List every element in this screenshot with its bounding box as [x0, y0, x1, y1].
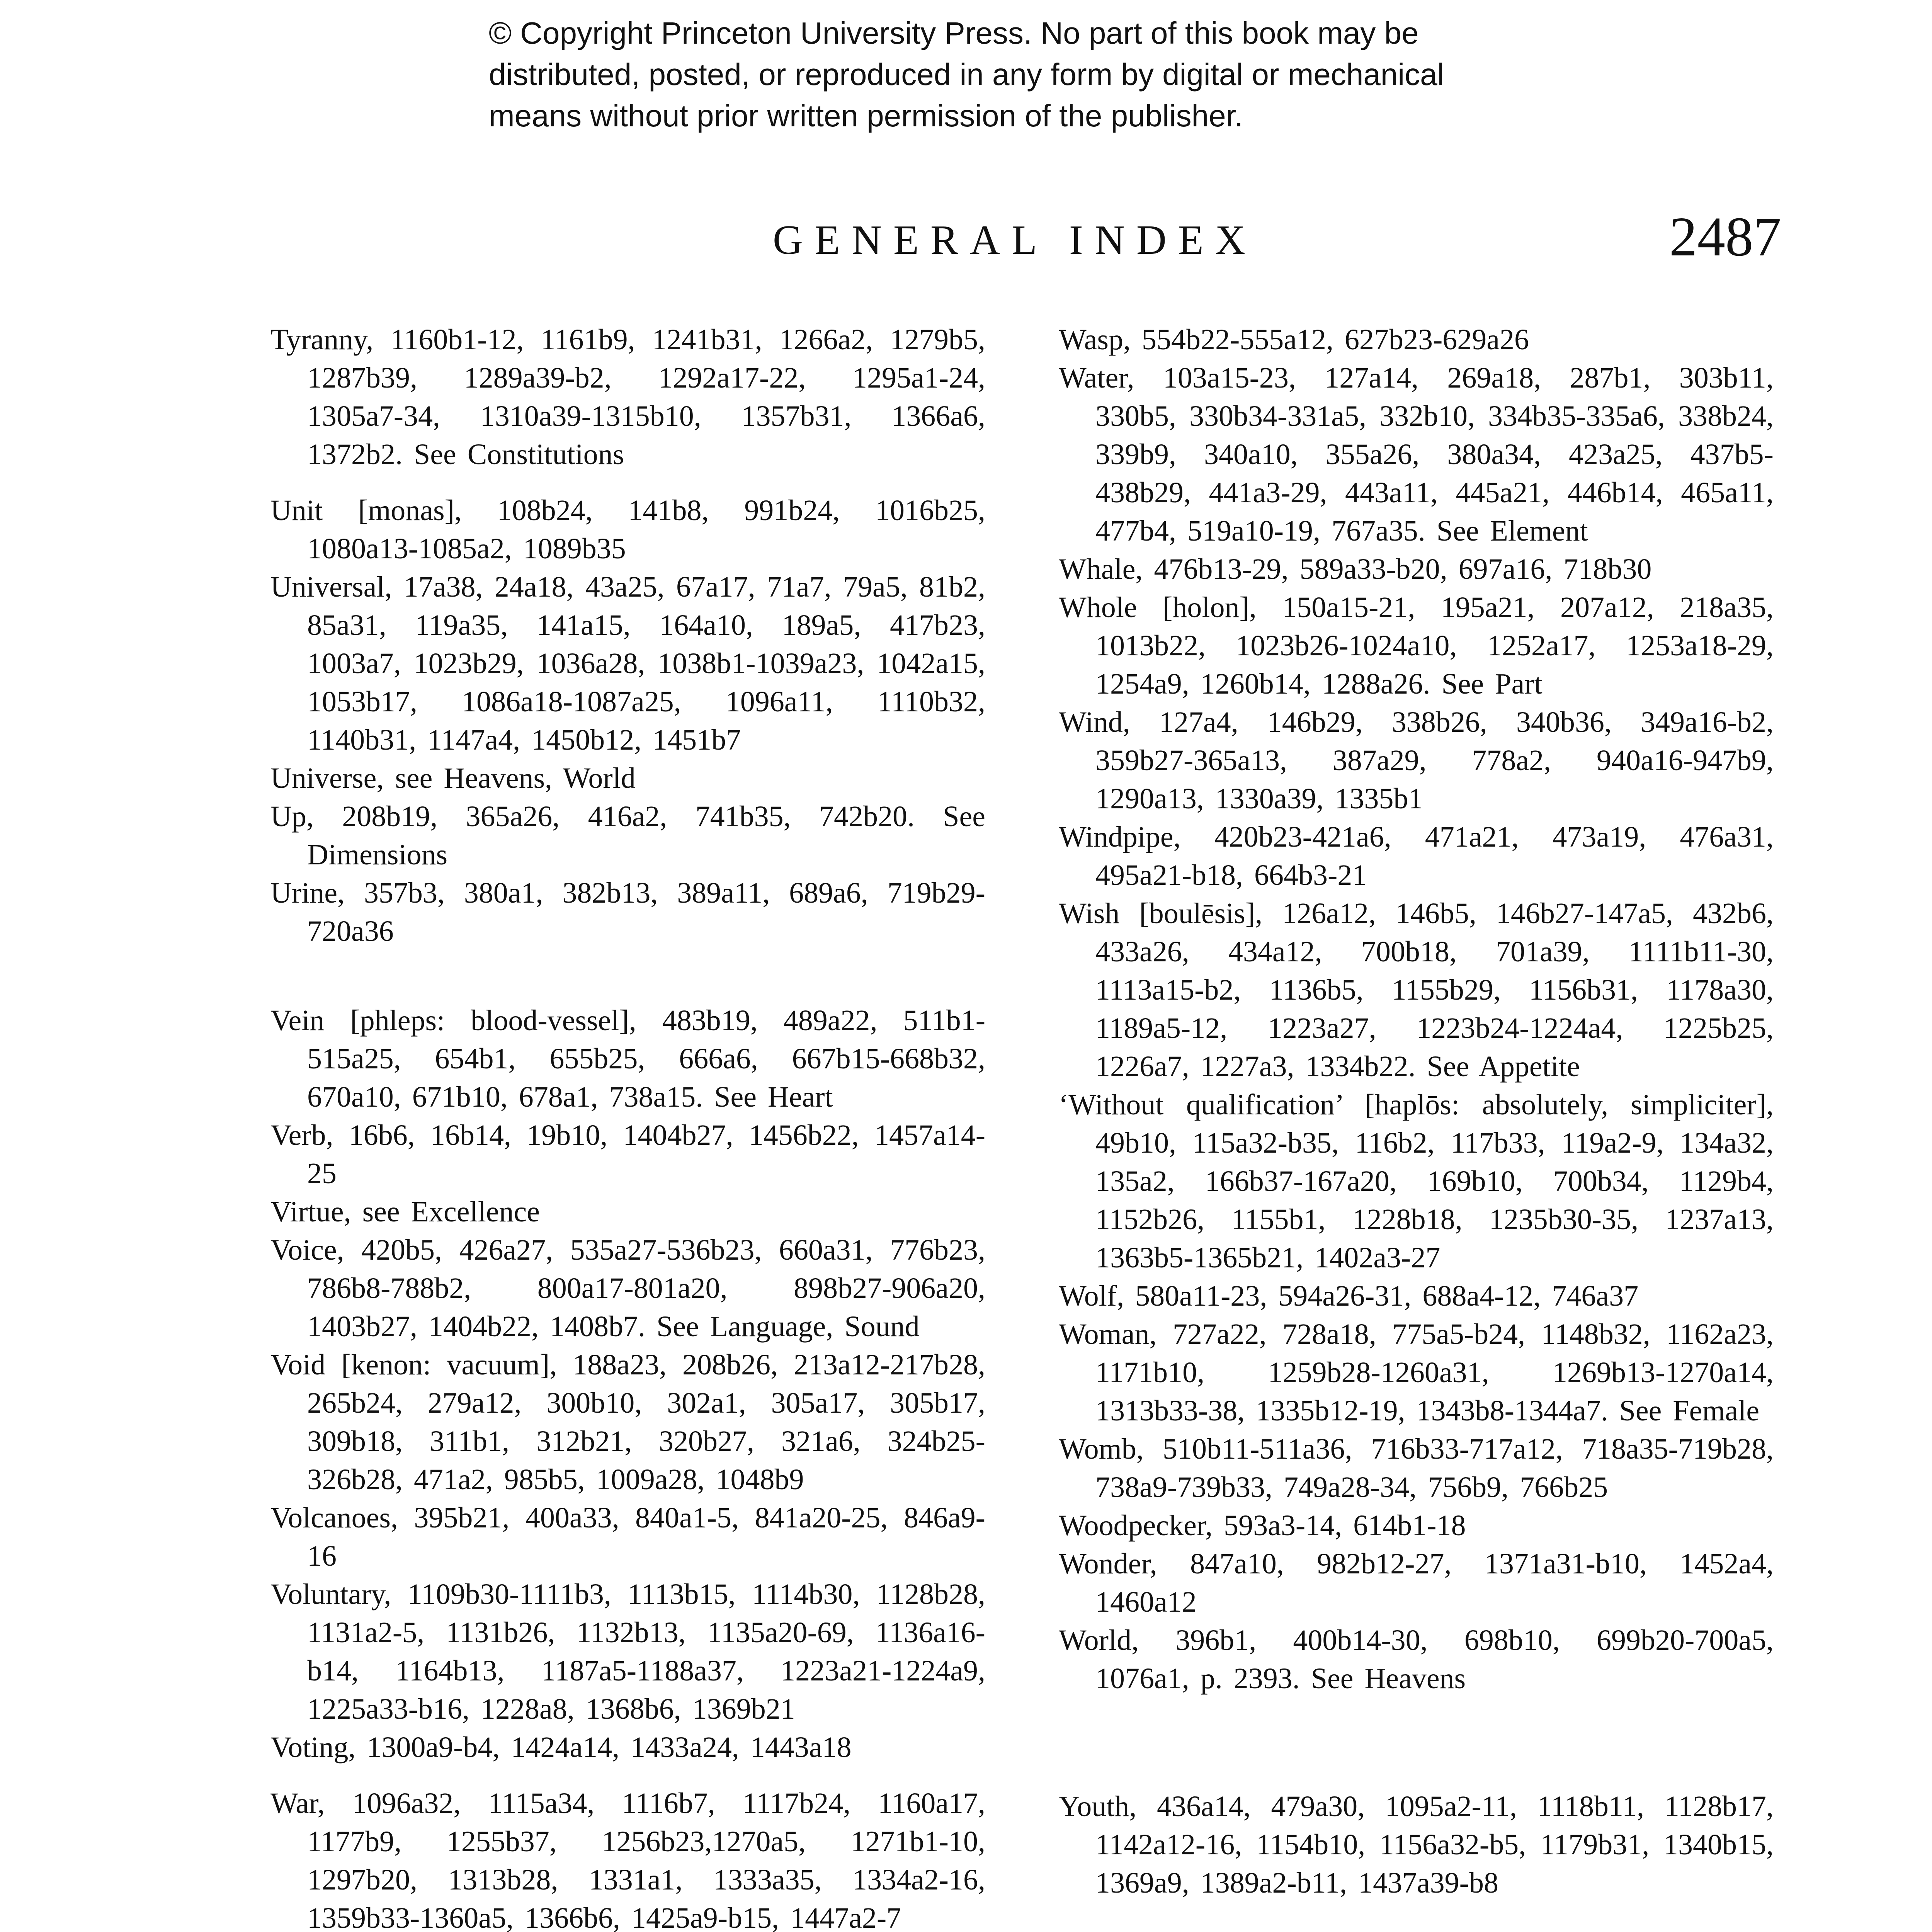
index-entry: Whale, 476b13-29, 589a33-b20, 697a16, 718b30 — [1059, 553, 1652, 585]
index-column-right — [1059, 321, 1774, 1902]
index-entry: Universe, see Heavens, World — [270, 762, 636, 794]
index-entry: Youth, 436a14, 479a30, 1095a2-11, 1118b11, 1128b17, 1142a12-16, 1154b10, 1156a32-b5, 1179b31, 1340b15, 1369a9, 1389a2-b11, 1437a39-b8 — [1059, 1790, 1774, 1899]
copyright-notice — [489, 12, 1648, 136]
index-entry: Wind, 127a4, 146b29, 338b26, 340b36, 349a16-b2, 359b27-365a13, 387a29, 778a2, 940a16-947b9, 1290a13, 1330a39, 1335b1 — [1059, 706, 1774, 815]
index-entry: Womb, 510b11-511a36, 716b33-717a12, 718a35-719b28, 738a9-739b33, 749a28-34, 756b9, 766b25 — [1059, 1433, 1774, 1503]
index-entry: Unit [monas], 108b24, 141b8, 991b24, 1016b25, 1080a13-1085a2, 1089b35 — [270, 494, 985, 565]
index-entry: ‘Without qualification’ [haplōs: absolutely, simpliciter], 49b10, 115a32-b35, 116b2, 117b33, 119a2-9, 134a32, 135a2, 166b37-167a20, 169b10, 700b34, 1129b4, 1152b26, 1155b1, 1228b18, 1235b30-35, 1237a13, 1363b5-1365b21, 1402a3-27 — [1059, 1088, 1774, 1274]
index-entry: Verb, 16b6, 16b14, 19b10, 1404b27, 1456b22, 1457a14-25 — [270, 1119, 985, 1190]
index-entry: Windpipe, 420b23-421a6, 471a21, 473a19, 476a31, 495a21-b18, 664b3-21 — [1059, 821, 1774, 891]
index-entry: Up, 208b19, 365a26, 416a2, 741b35, 742b20. See Dimensions — [270, 800, 985, 871]
index-entry: Tyranny, 1160b1-12, 1161b9, 1241b31, 1266a2, 1279b5, 1287b39, 1289a39-b2, 1292a17-22, 1295a1-24, 1305a7-34, 1310a39-1315b10, 1357b31, 1366a6, 1372b2. See Constitutions — [270, 323, 985, 471]
index-entry: Voice, 420b5, 426a27, 535a27-536b23, 660a31, 776b23, 786b8-788b2, 800a17-801a20, 898b27-906a20, 1403b27, 1404b22, 1408b7. See Language, Sound — [270, 1234, 985, 1343]
index-entry: Whole [holon], 150a15-21, 195a21, 207a12, 218a35, 1013b22, 1023b26-1024a10, 1252a17, 1253a18-29, 1254a9, 1260b14, 1288a26. See Part — [1059, 591, 1774, 700]
copyright-line: distributed, posted, or reproduced in any form by digital or mechanical — [489, 57, 1444, 92]
index-entry: Universal, 17a38, 24a18, 43a25, 67a17, 71a7, 79a5, 81b2, 85a31, 119a35, 141a15, 164a10, 189a5, 417b23, 1003a7, 1023b29, 1036a28, 1038b1-1039a23, 1042a15, 1053b17, 1086a18-1087a25, 1096a11, 1110b32, 1140b31, 1147a4, 1450b12, 1451b7 — [270, 571, 985, 756]
copyright-line: © Copyright Princeton University Press. No part of this book may be — [489, 16, 1419, 50]
index-column-left — [270, 321, 985, 1932]
index-entry: Voluntary, 1109b30-1111b3, 1113b15, 1114b30, 1128b28, 1131a2-5, 1131b26, 1132b13, 1135a20-69, 1136a16-b14, 1164b13, 1187a5-1188a37, 1223a21-1224a9, 1225a33-b16, 1228a8, 1368b6, 1369b21 — [270, 1578, 985, 1725]
index-entry: Water, 103a15-23, 127a14, 269a18, 287b1, 303b11, 330b5, 330b34-331a5, 332b10, 334b35-335a6, 338b24, 339b9, 340a10, 355a26, 380a34, 423a25, 437b5-438b29, 441a3-29, 443a11, 445a21, 446b14, 465a11, 477b4, 519a10-19, 767a35. See Element — [1059, 362, 1774, 547]
index-entry: Voting, 1300a9-b4, 1424a14, 1433a24, 1443a18 — [270, 1731, 852, 1764]
index-entry: Urine, 357b3, 380a1, 382b13, 389a11, 689a6, 719b29-720a36 — [270, 877, 985, 947]
running-head: GENERAL INDEX — [773, 217, 1257, 263]
index-entry: Void [kenon: vacuum], 188a23, 208b26, 213a12-217b28, 265b24, 279a12, 300b10, 302a1, 305a17, 305b17, 309b18, 311b1, 312b21, 320b27, 321a6, 324b25-326b28, 471a2, 985b5, 1009a28, 1048b9 — [270, 1349, 985, 1496]
index-entry: Wolf, 580a11-23, 594a26-31, 688a4-12, 746a37 — [1059, 1280, 1639, 1312]
index-entry: Wonder, 847a10, 982b12-27, 1371a31-b10, 1452a4, 1460a12 — [1059, 1548, 1774, 1618]
copyright-line: means without prior written permission of the publisher. — [489, 99, 1243, 133]
index-entry: Woodpecker, 593a3-14, 614b1-18 — [1059, 1509, 1466, 1542]
index-entry: Wasp, 554b22-555a12, 627b23-629a26 — [1059, 323, 1529, 356]
index-entry: Virtue, see Excellence — [270, 1196, 540, 1228]
index-entry: Vein [phleps: blood-vessel], 483b19, 489a22, 511b1-515a25, 654b1, 655b25, 666a6, 667b15-668b32, 670a10, 671b10, 678a1, 738a15. See Heart — [270, 1004, 985, 1113]
index-entry: Wish [boulēsis], 126a12, 146b5, 146b27-147a5, 432b6, 433a26, 434a12, 700b18, 701a39, 1111b11-30, 1113a15-b2, 1136b5, 1155b29, 1156b31, 1178a30, 1189a5-12, 1223a27, 1223b24-1224a4, 1225b25, 1226a7, 1227a3, 1334b22. See Appetite — [1059, 897, 1774, 1083]
index-entry: Woman, 727a22, 728a18, 775a5-b24, 1148b32, 1162a23, 1171b10, 1259b28-1260a31, 1269b13-1270a14, 1313b33-38, 1335b12-19, 1343b8-1344a7. See Female — [1059, 1318, 1774, 1427]
index-entry: War, 1096a32, 1115a34, 1116b7, 1117b24, 1160a17, 1177b9, 1255b37, 1256b23,1270a5, 1271b1-10, 1297b20, 1313b28, 1331a1, 1333a35, 1334a2-16, 1359b33-1360a5, 1366b6, 1425a9-b15, 1447a2-7 — [270, 1787, 985, 1932]
index-entry: World, 396b1, 400b14-30, 698b10, 699b20-700a5, 1076a1, p. 2393. See Heavens — [1059, 1624, 1774, 1695]
index-entry: Volcanoes, 395b21, 400a33, 840a1-5, 841a20-25, 846a9-16 — [270, 1502, 985, 1572]
page-number: 2487 — [1669, 206, 1781, 268]
